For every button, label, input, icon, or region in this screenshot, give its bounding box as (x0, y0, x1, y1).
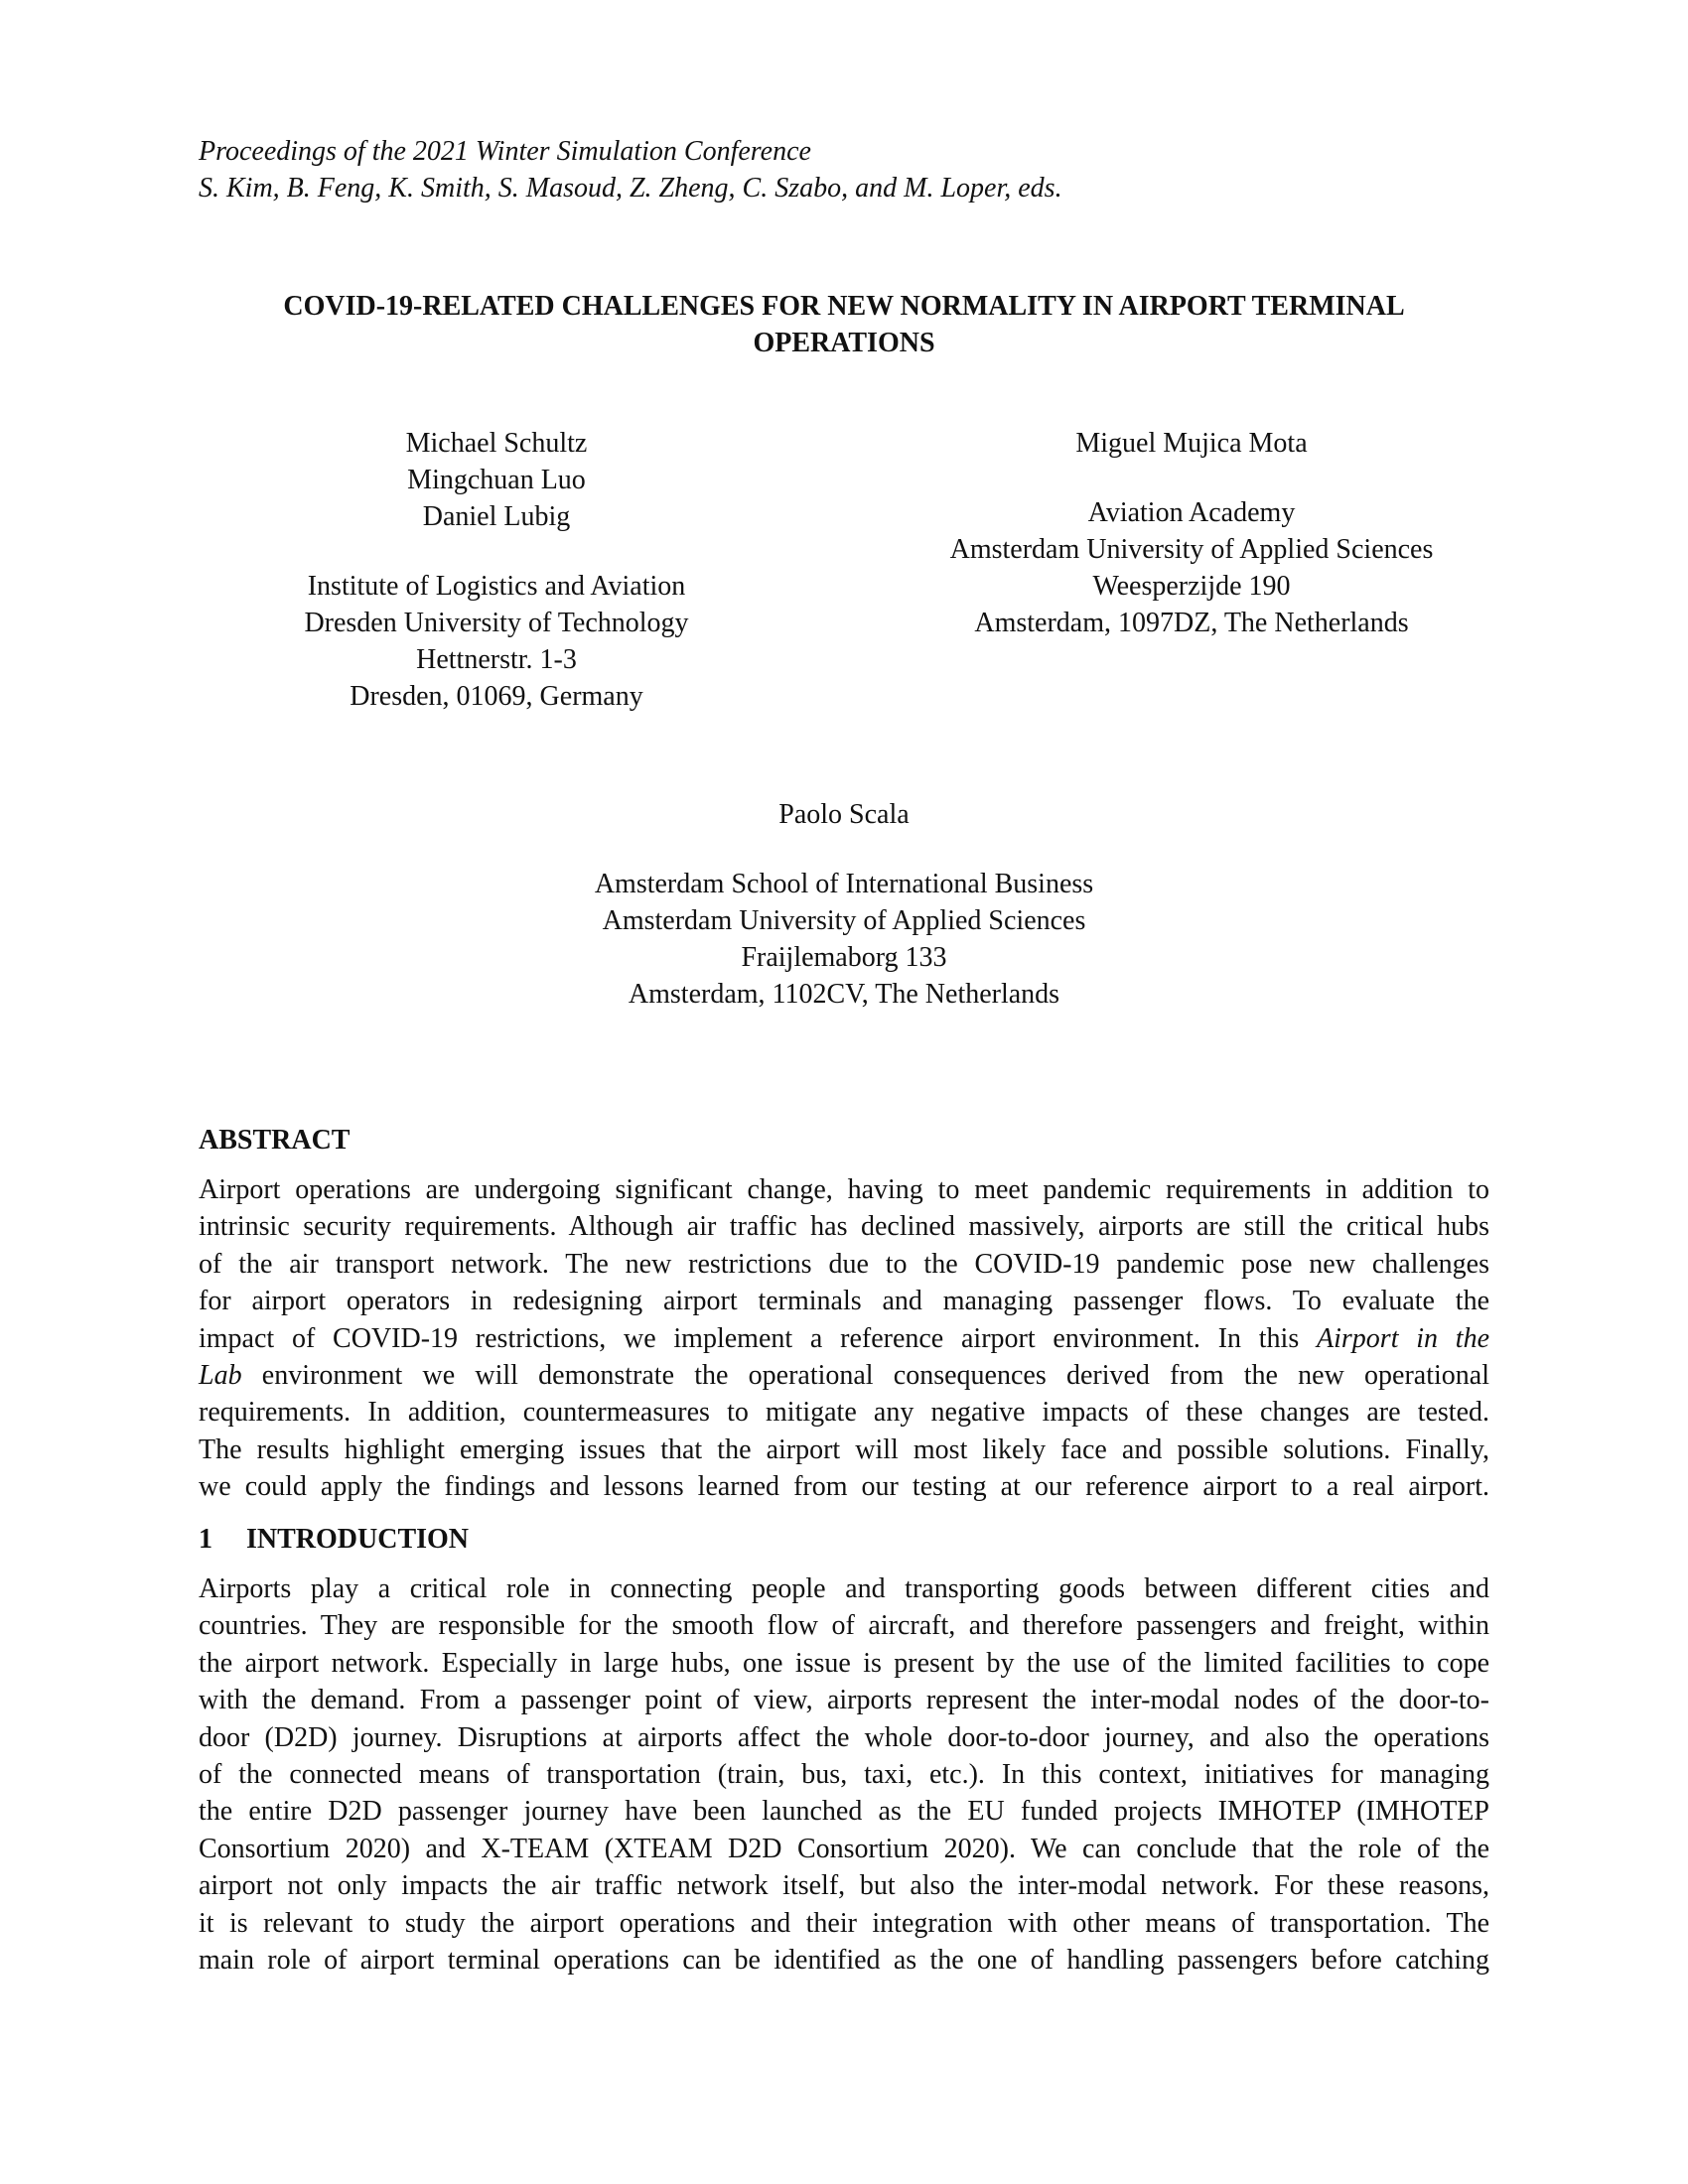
abstract-line: for airport operators in redesigning airport terminals and managing passenger flows. To evaluate the (199, 1286, 1489, 1317)
title-line-1: COVID-19-RELATED CHALLENGES FOR NEW NORMALITY IN AIRPORT TERMINAL (283, 291, 1405, 322)
abstract-text: impact of COVID-19 restrictions, we implement a reference airport environment. In this (199, 1322, 1318, 1354)
introduction-heading (199, 1521, 469, 1558)
intro-line: Consortium 2020) and X-TEAM (XTEAM D2D Consortium 2020). We can conclude that the role of the (199, 1833, 1489, 1864)
author-name: Mingchuan Luo (407, 465, 586, 495)
intro-line: main role of airport terminal operations can be identified as the one of handling passengers before catching (199, 1945, 1489, 1977)
abstract-heading: ABSTRACT (199, 1125, 351, 1156)
affiliation-line: Amsterdam, 1102CV, The Netherlands (628, 979, 1060, 1010)
affiliation-line: Hettnerstr. 1-3 (416, 644, 577, 675)
paper-title (199, 288, 1489, 361)
affiliation-line: Aviation Academy (1087, 497, 1296, 528)
editors-line: S. Kim, B. Feng, K. Smith, S. Masoud, Z. Zheng, C. Szabo, and M. Loper, eds. (199, 173, 1062, 204)
abstract-line: of the air transport network. The new restrictions due to the COVID-19 pandemic pose new challenges (199, 1248, 1489, 1280)
intro-line: countries. They are responsible for the smooth flow of aircraft, and therefore passengers and freight, within (199, 1610, 1489, 1642)
section-title: INTRODUCTION (246, 1524, 470, 1555)
intro-line: Airports play a critical role in connecting people and transporting goods between different cities and (199, 1573, 1489, 1604)
affiliation-line: Weesperzijde 190 (1092, 571, 1291, 602)
introduction-body (199, 1570, 1489, 1979)
abstract-italic-term: Airport in the (1317, 1322, 1489, 1354)
intro-line: of the connected means of transportation (train, bus, taxi, etc.). In this context, initiatives for managing (199, 1759, 1489, 1791)
intro-line: the airport network. Especially in large hubs, one issue is present by the use of the limited facilities to cope (199, 1647, 1489, 1679)
intro-line: the entire D2D passenger journey have been launched as the EU funded projects IMHOTEP (IMHOTEP (199, 1796, 1489, 1828)
abstract-body (199, 1171, 1489, 1506)
abstract-line (199, 1320, 1489, 1357)
abstract-line (199, 1357, 1489, 1394)
section-number: 1 (199, 1524, 212, 1555)
abstract-text: environment we will demonstrate the operational consequences derived from the new operational (241, 1360, 1489, 1392)
author-block-right (894, 425, 1489, 641)
affiliation-line: Dresden, 01069, Germany (350, 681, 643, 712)
intro-line: with the demand. From a passenger point of view, airports represent the inter-modal nodes of the door-to- (199, 1685, 1489, 1716)
author-name: Daniel Lubig (422, 501, 571, 532)
proceedings-line: Proceedings of the 2021 Winter Simulation Conference (199, 136, 811, 167)
author-block-bottom (199, 796, 1489, 1013)
abstract-line: we could apply the findings and lessons learned from our testing at our reference airport to a real airport. (199, 1471, 1489, 1503)
affiliation-line: Amsterdam University of Applied Sciences (602, 905, 1086, 936)
intro-line: airport not only impacts the air traffic network itself, but also the inter-modal network. For these reasons, (199, 1870, 1489, 1902)
affiliation-line: Institute of Logistics and Aviation (307, 571, 686, 602)
affiliation-line: Amsterdam University of Applied Sciences (949, 534, 1434, 565)
abstract-italic-term: Lab (199, 1360, 242, 1392)
title-line-2: OPERATIONS (753, 328, 935, 358)
abstract-line: requirements. In addition, countermeasures to mitigate any negative impacts of these changes are tested. (199, 1397, 1489, 1429)
author-name: Paolo Scala (778, 799, 910, 830)
abstract-line: The results highlight emerging issues that the airport will most likely face and possible solutions. Finally, (199, 1433, 1489, 1465)
affiliation-line: Fraijlemaborg 133 (741, 942, 947, 973)
abstract-line: Airport operations are undergoing significant change, having to meet pandemic requirements in addition to (199, 1174, 1489, 1205)
intro-line: door (D2D) journey. Disruptions at airports affect the whole door-to-door journey, and also the operations (199, 1721, 1489, 1753)
author-name: Michael Schultz (405, 428, 588, 459)
intro-line: it is relevant to study the airport operations and their integration with other means of transportation. The (199, 1907, 1489, 1939)
affiliation-line: Amsterdam, 1097DZ, The Netherlands (974, 608, 1409, 638)
proceedings-header (199, 133, 1062, 206)
author-name: Miguel Mujica Mota (1075, 428, 1308, 459)
author-block-left (199, 425, 794, 715)
abstract-line: intrinsic security requirements. Although air traffic has declined massively, airports are still the critical hubs (199, 1211, 1489, 1243)
affiliation-line: Dresden University of Technology (304, 608, 689, 638)
affiliation-line: Amsterdam School of International Business (594, 869, 1094, 899)
